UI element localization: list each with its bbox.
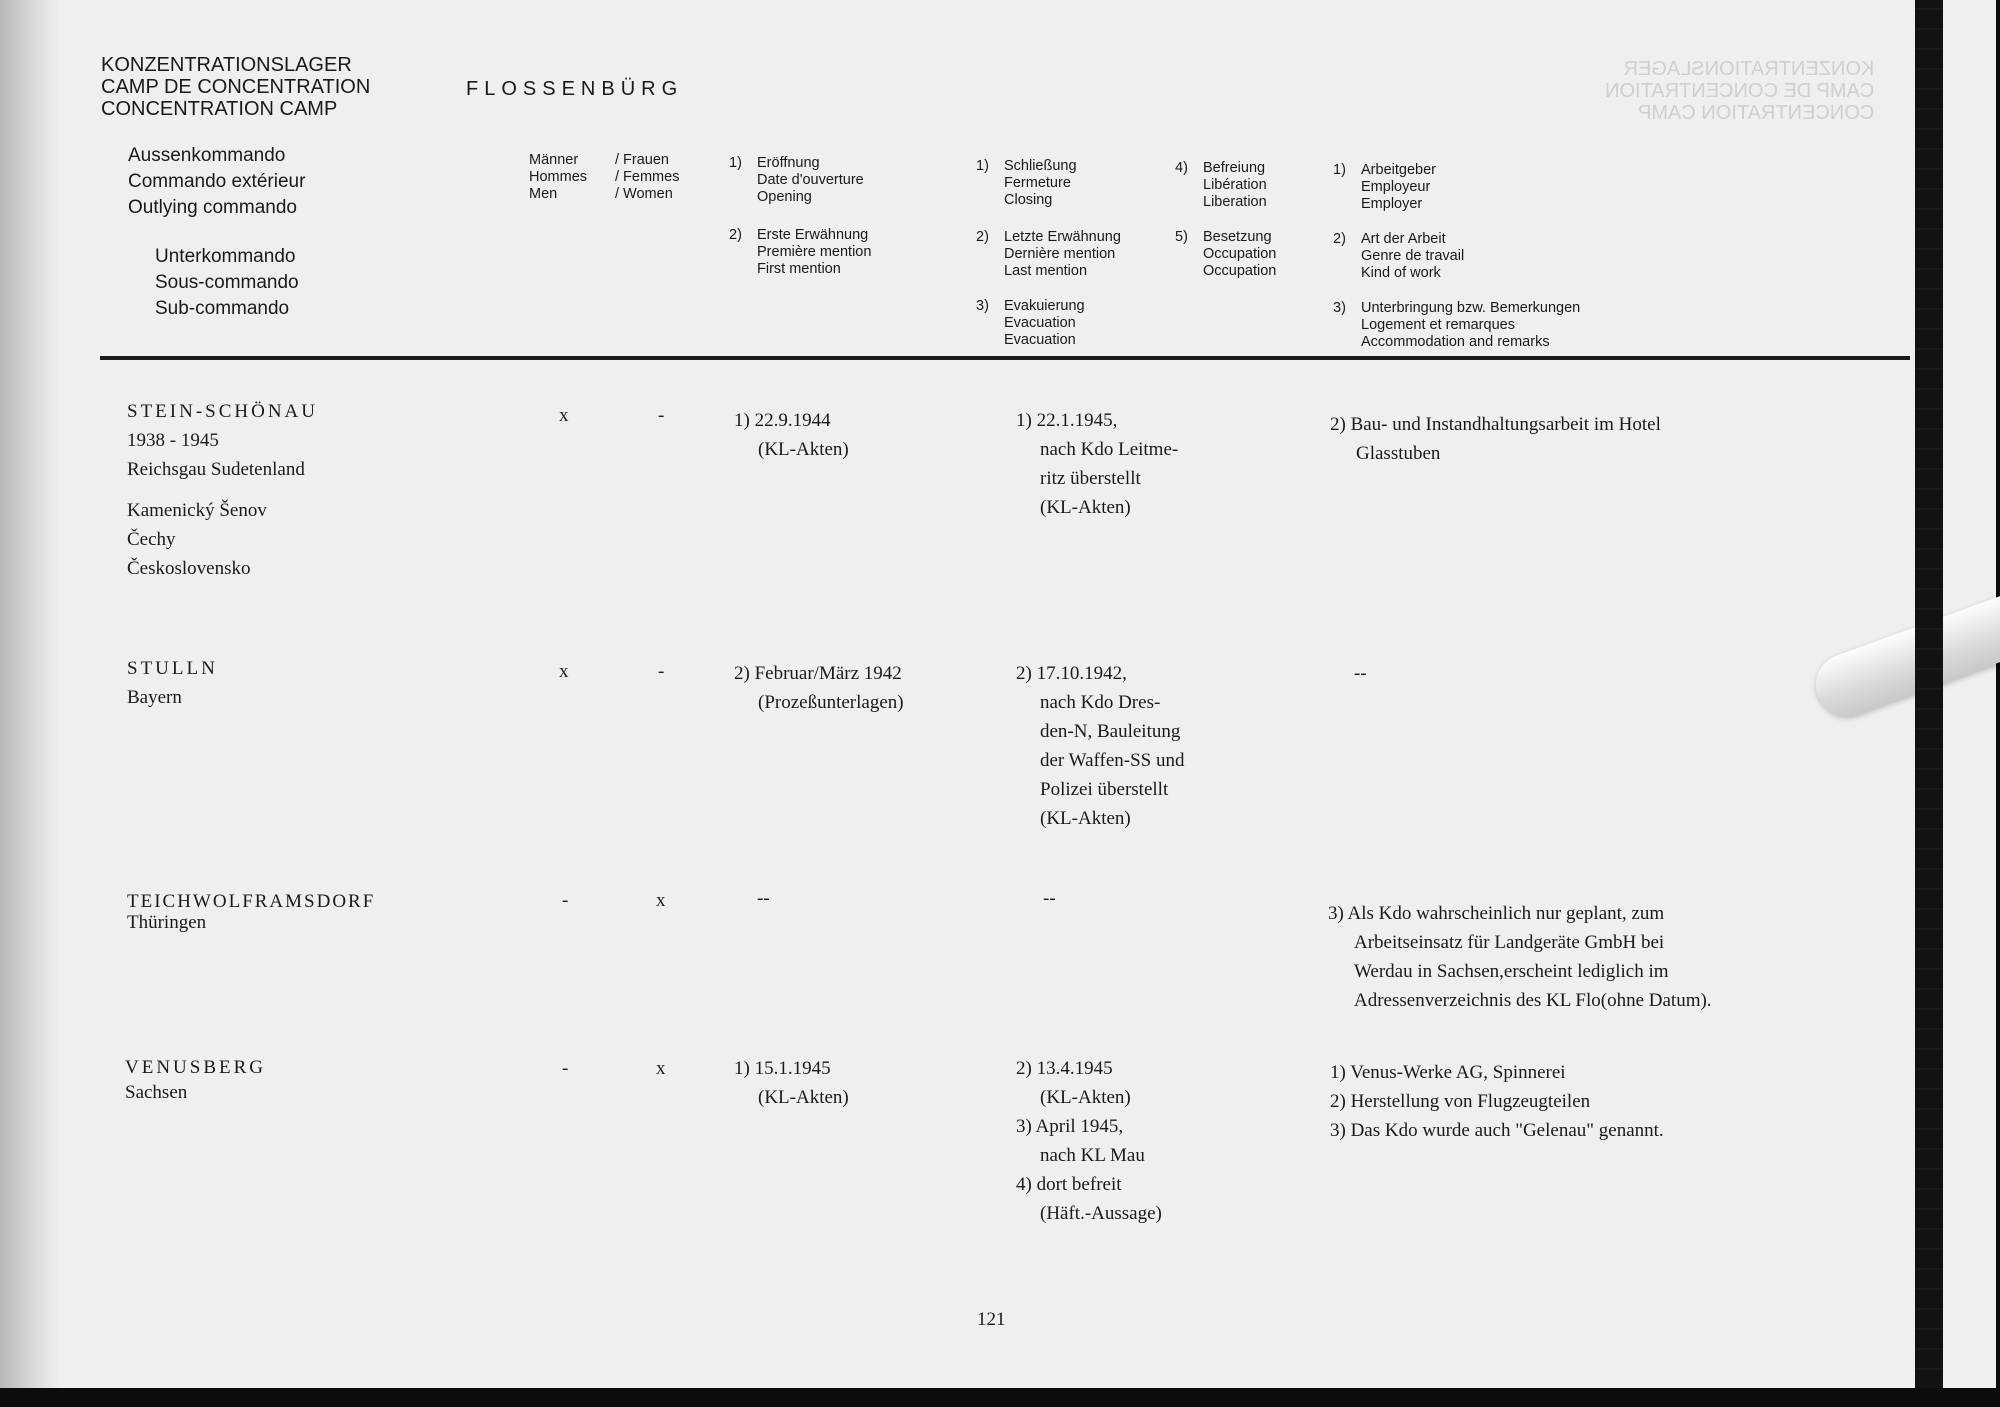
remarks-line: 1) Venus-Werke AG, Spinnerei [1330,1062,1566,1083]
entry-closing [1016,406,1178,522]
camp-type-fr: CAMP DE CONCENTRATION [101,76,371,98]
remarks-line: 2) Herstellung von Flugzeugteilen [1330,1091,1591,1112]
sub-commando-label [155,244,299,322]
closing-line: nach Kdo Dres- [1040,692,1161,713]
remarks-en: Accommodation and remarks [1361,334,1550,350]
entry-closing [1016,659,1184,833]
liberation-en: Liberation [1203,194,1267,210]
men-mark: x [559,405,569,426]
opening-fr: Date d'ouverture [757,172,864,188]
remarks-line: 3) Das Kdo wurde auch "Gelenau" genannt. [1330,1120,1664,1141]
remarks-line: Werdau in Sachsen,erscheint lediglich im [1354,961,1669,982]
closing-num: 1) [976,158,989,174]
last-mention-de: Letzte Erwähnung [1004,229,1121,245]
entry-location [127,887,375,937]
evacuation-fr: Evacuation [1004,315,1076,331]
remarks-line: Arbeitseinsatz für Landgeräte GmbH bei [1354,932,1665,953]
entry-remarks [1330,1058,1664,1145]
closing-line: den-N, Bauleitung [1040,721,1181,742]
first-mention-fr: Première mention [757,244,872,260]
opening-line: 1) 15.1.1945 [734,1058,831,1079]
closing-header [976,158,1121,349]
remarks-line: 3) Als Kdo wahrscheinlich nur geplant, zum [1328,903,1665,924]
work-kind-de: Art der Arbeit [1361,231,1446,247]
employer-header [1333,162,1580,351]
entry-location [125,1053,266,1107]
sub-fr: Sous-commando [155,272,299,293]
women-fr: / Femmes [615,169,680,185]
opening-line: -- [757,888,770,909]
employer-de: Arbeitgeber [1361,162,1436,178]
opening-de: Eröffnung [757,155,820,171]
entry-remarks [1328,899,1712,1015]
outlying-en: Outlying commando [128,197,297,218]
camp-type-heading [101,54,370,120]
remarks-de: Unterbringung bzw. Bemerkungen [1361,300,1581,316]
closing-line: 2) 13.4.1945 [1016,1058,1113,1079]
opening-line: (KL-Akten) [758,1087,849,1108]
sub-en: Sub-commando [155,298,290,319]
entry-closing [1016,1054,1162,1228]
remarks-line: -- [1354,663,1367,684]
closing-line: -- [1043,888,1056,909]
remarks-line: 2) Bau- und Instandhaltungsarbeit im Hotel [1330,414,1661,435]
entry-name: STULLN [127,658,218,679]
camp-name: FLOSSENBÜRG [466,78,684,100]
entry-region: Reichsgau Sudetenland [127,459,305,480]
sub-de: Unterkommando [155,246,296,267]
opening-line: 2) Februar/März 1942 [734,663,902,684]
remarks-line: Glasstuben [1356,443,1441,464]
closing-line: 2) 17.10.1942, [1016,663,1127,684]
entry-region: Thüringen [127,912,207,933]
evacuation-en: Evacuation [1004,332,1076,348]
entry-opening [734,1054,849,1112]
entry-location [127,397,318,583]
work-kind-num: 2) [1333,231,1346,247]
remarks-num: 3) [1333,300,1346,316]
men-de: Männer [529,152,579,168]
evacuation-de: Evakuierung [1004,298,1085,314]
women-de: / Frauen [615,152,669,168]
entry-opening [734,659,904,717]
entry-region: Sachsen [125,1082,188,1103]
men-mark: - [562,1058,569,1079]
closing-line: nach Kdo Leitme- [1040,439,1179,460]
remarks-fr: Logement et remarques [1361,317,1515,333]
entry-opening [734,406,849,464]
opening-num: 1) [729,155,742,171]
men-mark: - [562,890,569,911]
entry-name: STEIN-SCHÖNAU [127,401,318,422]
last-mention-en: Last mention [1004,263,1088,279]
entry-region-cz: Čechy [127,529,176,550]
work-kind-en: Kind of work [1361,265,1441,281]
entry-dates: 1938 - 1945 [127,430,219,451]
men-mark: x [559,661,569,682]
closing-line: nach KL Mau [1040,1145,1145,1166]
entry-country-cz: Československo [127,558,251,579]
closing-en: Closing [1004,192,1053,208]
men-header [529,152,587,203]
liberation-de: Befreiung [1203,160,1266,176]
women-en: / Women [615,186,673,202]
closing-line: (KL-Akten) [1040,1087,1131,1108]
first-mention-num: 2) [729,227,742,243]
occupation-fr: Occupation [1203,246,1277,262]
evacuation-num: 3) [976,298,989,314]
closing-line: der Waffen-SS und [1040,750,1185,771]
occupation-en: Occupation [1203,263,1277,279]
liberation-num: 4) [1175,160,1188,176]
opening-line: (Prozeßunterlagen) [758,692,904,713]
women-mark: - [658,661,665,682]
last-mention-num: 2) [976,229,989,245]
page-gutter [0,0,60,1388]
closing-line: 4) dort befreit [1016,1174,1122,1195]
entry-region: Bayern [127,687,182,708]
women-header [615,152,679,203]
occupation-num: 5) [1175,229,1188,245]
page-number: 121 [977,1309,1006,1330]
bleed-through-text: KONZENTRATIONSLAGER CAMP DE CONCENTRATION CONCENTRATION CAMP [1605,58,1875,124]
closing-de: Schließung [1004,158,1077,174]
entry-remarks [1330,410,1661,468]
closing-line: 3) April 1945, [1016,1116,1124,1137]
closing-line: ritz überstellt [1040,468,1141,489]
liberation-fr: Libération [1203,177,1267,193]
entry-name: TEICHWOLFRAMSDORF [127,891,376,912]
page-edge-clip [1915,0,1943,1388]
closing-fr: Fermeture [1004,175,1071,191]
women-mark: - [658,405,665,426]
header-divider [100,356,1910,360]
employer-num: 1) [1333,162,1346,178]
first-mention-de: Erste Erwähnung [757,227,869,243]
closing-line: 1) 22.1.1945, [1016,410,1118,431]
work-kind-fr: Genre de travail [1361,248,1465,264]
remarks-line: Adressenverzeichnis des KL Flo(ohne Datum). [1354,990,1712,1011]
opening-line: (KL-Akten) [758,439,849,460]
women-mark: x [656,1058,666,1079]
closing-line: (Häft.-Aussage) [1040,1203,1162,1224]
employer-en: Employer [1361,196,1423,212]
outlying-commando-label [128,143,305,221]
closing-line: (KL-Akten) [1040,497,1131,518]
entry-name: VENUSBERG [125,1057,267,1078]
entry-town-cz: Kamenický Šenov [127,500,267,521]
closing-line: (KL-Akten) [1040,808,1131,829]
pen-object [1807,577,2000,724]
liberation-header [1175,160,1276,280]
occupation-de: Besetzung [1203,229,1272,245]
employer-fr: Employeur [1361,179,1431,195]
first-mention-en: First mention [757,261,841,277]
closing-line: Polizei überstellt [1040,779,1169,800]
last-mention-fr: Dernière mention [1004,246,1116,262]
camp-type-de: KONZENTRATIONSLAGER [101,54,352,76]
entry-location [127,654,218,712]
opening-header [729,155,871,278]
camp-type-en: CONCENTRATION CAMP [101,98,338,120]
men-en: Men [529,186,558,202]
opening-en: Opening [757,189,812,205]
outlying-fr: Commando extérieur [128,171,306,192]
men-fr: Hommes [529,169,588,185]
women-mark: x [656,890,666,911]
opening-line: 1) 22.9.1944 [734,410,831,431]
outlying-de: Aussenkommando [128,145,286,166]
